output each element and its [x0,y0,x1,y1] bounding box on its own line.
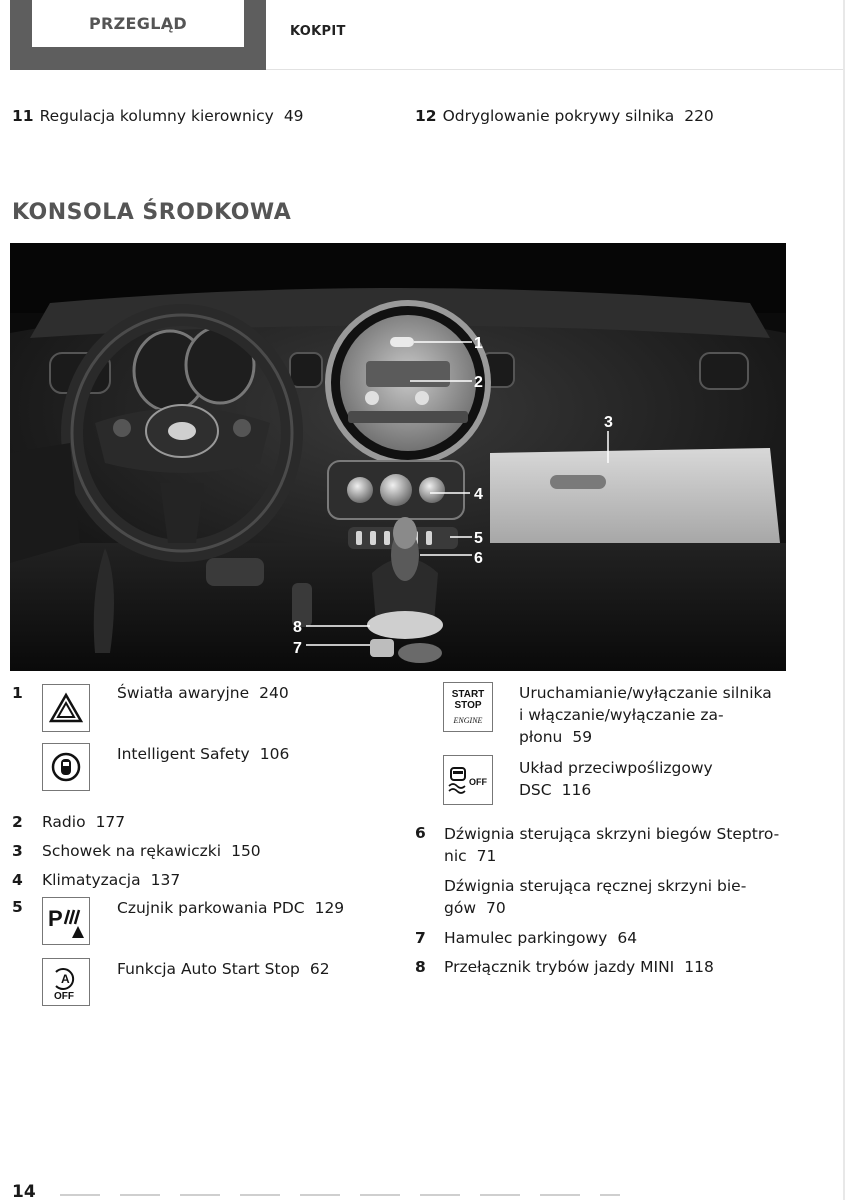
callout-6: 6 [474,550,483,567]
ref-item-12: 12 Odryglowanie pokrywy silnika 220 [415,107,714,125]
legend-item-3: 3 Schowek na rękawiczki 150 [12,842,261,860]
legend-manual-gear: Dźwignia sterująca ręcznej skrzyni bie- gów 70 [444,877,747,917]
legend-item-8: 8 Przełącznik trybów jazdy MINI 118 [415,958,714,976]
svg-text:P: P [48,906,63,931]
legend-pdc: Czujnik parkowania PDC 129 [117,899,345,917]
auto-start-stop-icon [42,958,90,1006]
svg-text:STOP: STOP [454,700,482,711]
start-stop-engine-icon [443,682,493,732]
callout-3: 3 [604,414,613,431]
section-title: KONSOLA ŚRODKOWA [12,200,292,225]
callout-2: 2 [474,374,483,391]
legend-hazard: Światła awaryjne 240 [117,684,289,702]
callout-7: 7 [293,640,302,657]
section-tab [32,0,244,47]
dsc-off-icon [443,755,493,805]
legend-steptronic: Dźwignia sterująca skrzyni biegów Steptro- nic 71 [444,825,780,865]
callout-1: 1 [474,335,483,352]
header-rule [266,69,845,70]
svg-text:ENGINE: ENGINE [453,716,483,725]
legend-auto-start-stop: Funkcja Auto Start Stop 62 [117,960,330,978]
legend-intelligent-safety: Intelligent Safety 106 [117,745,290,763]
section-tab-label: PRZEGLĄD [89,14,187,33]
subsection-label: KOKPIT [290,24,346,39]
pdc-parking-icon [42,897,90,945]
legend-dsc: Układ przeciwpoślizgowy DSC 116 [519,759,713,799]
callout-4: 4 [474,486,483,503]
callout-5: 5 [474,530,483,547]
ref-item-11: 11 Regulacja kolumny kierownicy 49 [12,107,304,125]
dashboard-illustration [10,243,786,671]
svg-text:OFF: OFF [469,777,487,787]
footer-rule [60,1194,620,1196]
dashboard-photo [10,243,786,671]
legend-start-stop: Uruchamianie/wyłączanie silnika i włączanie/wyłączanie za- płonu 59 [519,684,772,746]
legend-item-2: 2 Radio 177 [12,813,126,831]
intelligent-safety-icon [42,743,90,791]
legend-num-6: 6 [415,824,426,842]
hazard-warning-icon [42,684,90,732]
svg-text:OFF: OFF [54,991,74,1002]
callout-8: 8 [293,619,302,636]
legend-num-1: 1 [12,684,23,702]
legend-num-5: 5 [12,898,23,916]
legend-item-7: 7 Hamulec parkingowy 64 [415,929,638,947]
svg-text:START: START [451,689,485,700]
svg-text:A: A [61,972,70,986]
legend-item-4: 4 Klimatyzacja 137 [12,871,181,889]
page-number: 14 [12,1182,36,1202]
